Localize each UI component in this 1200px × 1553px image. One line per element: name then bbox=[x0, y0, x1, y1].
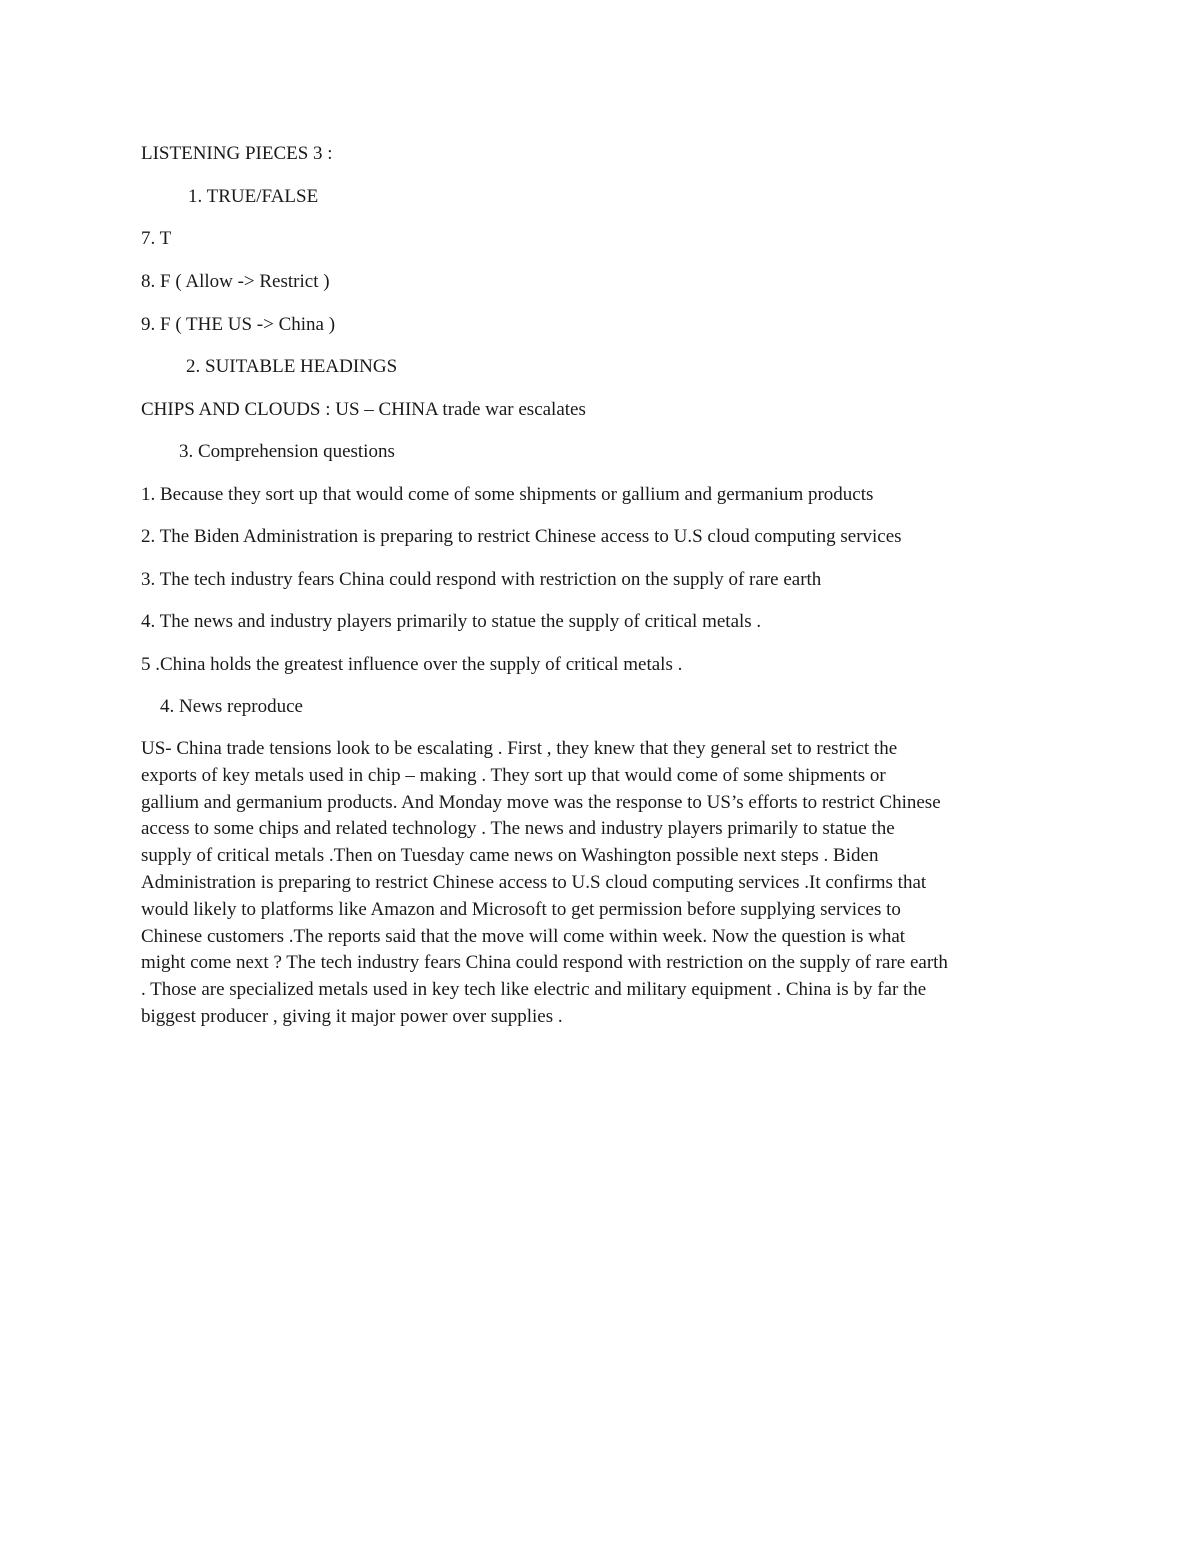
news-reproduce-paragraph bbox=[141, 736, 1071, 1031]
document-title: LISTENING PIECES 3 : bbox=[141, 143, 333, 164]
paragraph-line: US- China trade tensions look to be escalating . First , they knew that they general set to restrict the bbox=[141, 738, 898, 759]
section-heading-suitable-headings: 2. SUITABLE HEADINGS bbox=[186, 356, 398, 377]
comprehension-answer: 5 .China holds the greatest influence over the supply of critical metals . bbox=[141, 654, 683, 675]
section-heading-news-reproduce: 4. News reproduce bbox=[160, 696, 303, 717]
section-heading-true-false: 1. TRUE/FALSE bbox=[188, 186, 319, 207]
section-heading-comprehension: 3. Comprehension questions bbox=[179, 441, 395, 462]
comprehension-answer: 4. The news and industry players primarily to statue the supply of critical metals . bbox=[141, 611, 762, 632]
paragraph-line: . Those are specialized metals used in key tech like electric and military equipment . China is by far the bbox=[141, 979, 927, 1001]
paragraph-line: might come next ? The tech industry fears China could respond with restriction on the supply of rare earth bbox=[141, 952, 948, 974]
paragraph-line: Administration is preparing to restrict Chinese access to U.S cloud computing services .It confirms that bbox=[141, 871, 927, 893]
true-false-answer: 8. F ( Allow -> Restrict ) bbox=[141, 271, 330, 292]
paragraph-line: supply of critical metals .Then on Tuesday came news on Washington possible next steps . Biden bbox=[141, 845, 879, 867]
true-false-answer: 7. T bbox=[141, 228, 172, 249]
comprehension-answer: 2. The Biden Administration is preparing to restrict Chinese access to U.S cloud computing services bbox=[141, 526, 902, 547]
paragraph-line: exports of key metals used in chip – making . They sort up that would come of some shipments or bbox=[141, 764, 886, 786]
paragraph-line: gallium and germanium products. And Monday move was the response to US’s efforts to restrict Chinese bbox=[141, 791, 941, 813]
paragraph-line: would likely to platforms like Amazon and Microsoft to get permission before supplying services to bbox=[141, 898, 901, 920]
paragraph-line: Chinese customers .The reports said that the move will come within week. Now the question is what bbox=[141, 925, 906, 947]
paragraph-line: biggest producer , giving it major power over supplies . bbox=[141, 1005, 563, 1027]
suitable-heading-answer: CHIPS AND CLOUDS : US – CHINA trade war escalates bbox=[141, 399, 586, 420]
comprehension-answer: 1. Because they sort up that would come of some shipments or gallium and germanium products bbox=[141, 484, 874, 505]
comprehension-answer: 3. The tech industry fears China could respond with restriction on the supply of rare earth bbox=[141, 569, 822, 590]
paragraph-line: access to some chips and related technology . The news and industry players primarily to statue the bbox=[141, 818, 895, 840]
true-false-answer: 9. F ( THE US -> China ) bbox=[141, 314, 336, 335]
